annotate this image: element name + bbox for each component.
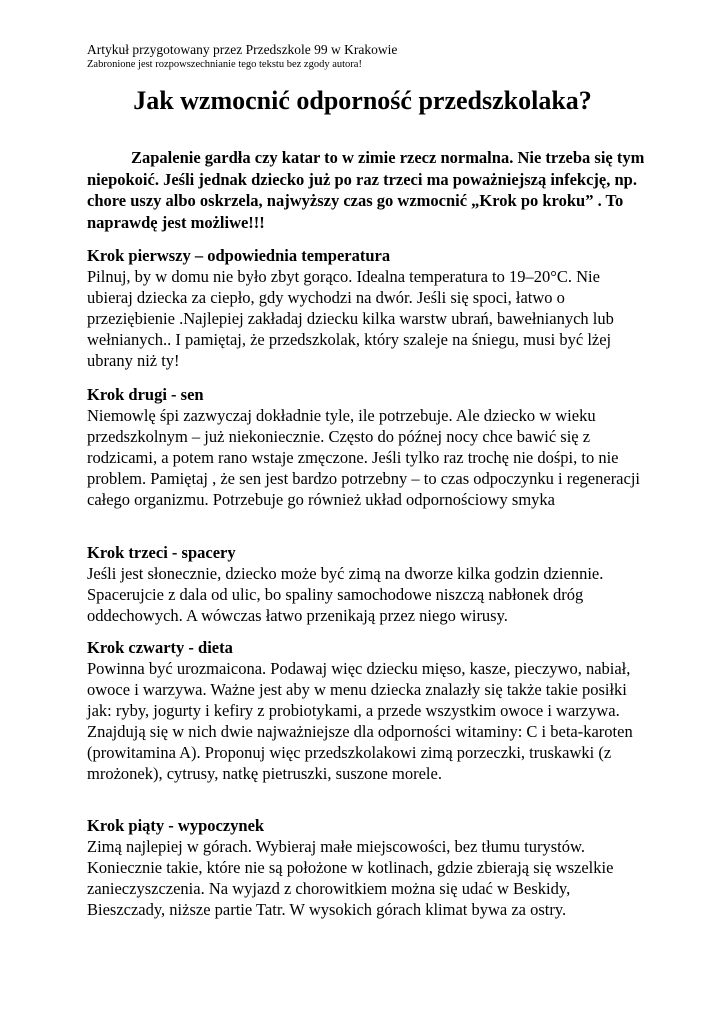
section-step-2 (87, 384, 647, 510)
section-step-4 (87, 637, 647, 784)
page-title: Jak wzmocnić odporność przedszkolaka? (133, 86, 592, 115)
header-author-line: Artykuł przygotowany przez Przedszkole 99 w Krakowie (87, 42, 398, 57)
section-body: Powinna być urozmaicona. Podawaj więc dziecku mięso, kasze, pieczywo, nabiał, owoce i warzywa. Ważne jest aby w menu dziecka znalazły się także takie posiłki jak: ryby, jogurty i kefiry z probiotykami, a przede wszystkim owoce i warzywa. Znajdują się w nich dwie najważniejsze dla odporności witaminy: C i beta-karoten (prowitamina A). Proponuj więc przedszkolakowi zimą porzeczki, truskawki (z mrożonek), cytrusy, natkę pietruszki, suszone morele. (87, 659, 633, 783)
section-body: Pilnuj, by w domu nie było zbyt gorąco. Idealna temperatura to 19–20°C. Nie ubieraj dziecka za ciepło, gdy wychodzi na dwór. Jeśli się spoci, łatwo o przeziębienie .Najlepiej zakładaj dziecku kilka warstw ubrań, bawełnianych lub wełnianych.. I pamiętaj, że przedszkolak, który szaleje na śniegu, musi być lżej ubrany niż ty! (87, 267, 614, 370)
section-heading: Krok pierwszy – odpowiednia temperatura (87, 246, 391, 265)
section-step-5 (87, 815, 647, 920)
section-heading: Krok czwarty - dieta (87, 638, 233, 657)
section-heading: Krok trzeci - spacery (87, 543, 236, 562)
intro-paragraph: Zapalenie gardła czy katar to w zimie rzecz normalna. Nie trzeba się tym niepokoić. Jeśli jednak dziecko już po raz trzeci ma poważniejszą infekcję, np. chore uszy albo oskrzela, najwyższy czas go wzmocnić „Krok po kroku” . To naprawdę jest możliwe!!! (87, 148, 645, 232)
header-copyright-line: Zabronione jest rozpowszechnianie tego tekstu bez zgody autora! (87, 59, 362, 70)
section-heading: Krok piąty - wypoczynek (87, 816, 265, 835)
section-heading: Krok drugi - sen (87, 385, 204, 404)
section-body: Niemowlę śpi zazwyczaj dokładnie tyle, ile potrzebuje. Ale dziecko w wieku przedszkolnym – już niekoniecznie. Często do późnej nocy chce bawić się z rodzicami, a potem rano wstaje zmęczone. Jeśli tylko raz trochę nie dośpi, to nie problem. Pamiętaj , że sen jest bardzo potrzebny – to czas odpoczynku i regeneracji całego organizmu. Potrzebuje go również układ odpornościowy smyka (87, 406, 640, 509)
section-step-1 (87, 245, 647, 371)
section-body: Zimą najlepiej w górach. Wybieraj małe miejscowości, bez tłumu turystów. Koniecznie takie, które nie są położone w kotlinach, gdzie zbierają się wszelkie zanieczyszczenia. Na wyjazd z chorowitkiem można się udać w Beskidy, Bieszczady, niższe partie Tatr. W wysokich górach klimat bywa za ostry. (87, 837, 614, 919)
section-body: Jeśli jest słonecznie, dziecko może być zimą na dworze kilka godzin dziennie. Spacerujcie z dala od ulic, bo spaliny samochodowe niszczą nabłonek dróg oddechowych. A wówczas łatwo przenikają przez niego wirusy. (87, 564, 604, 625)
section-step-3 (87, 542, 647, 626)
